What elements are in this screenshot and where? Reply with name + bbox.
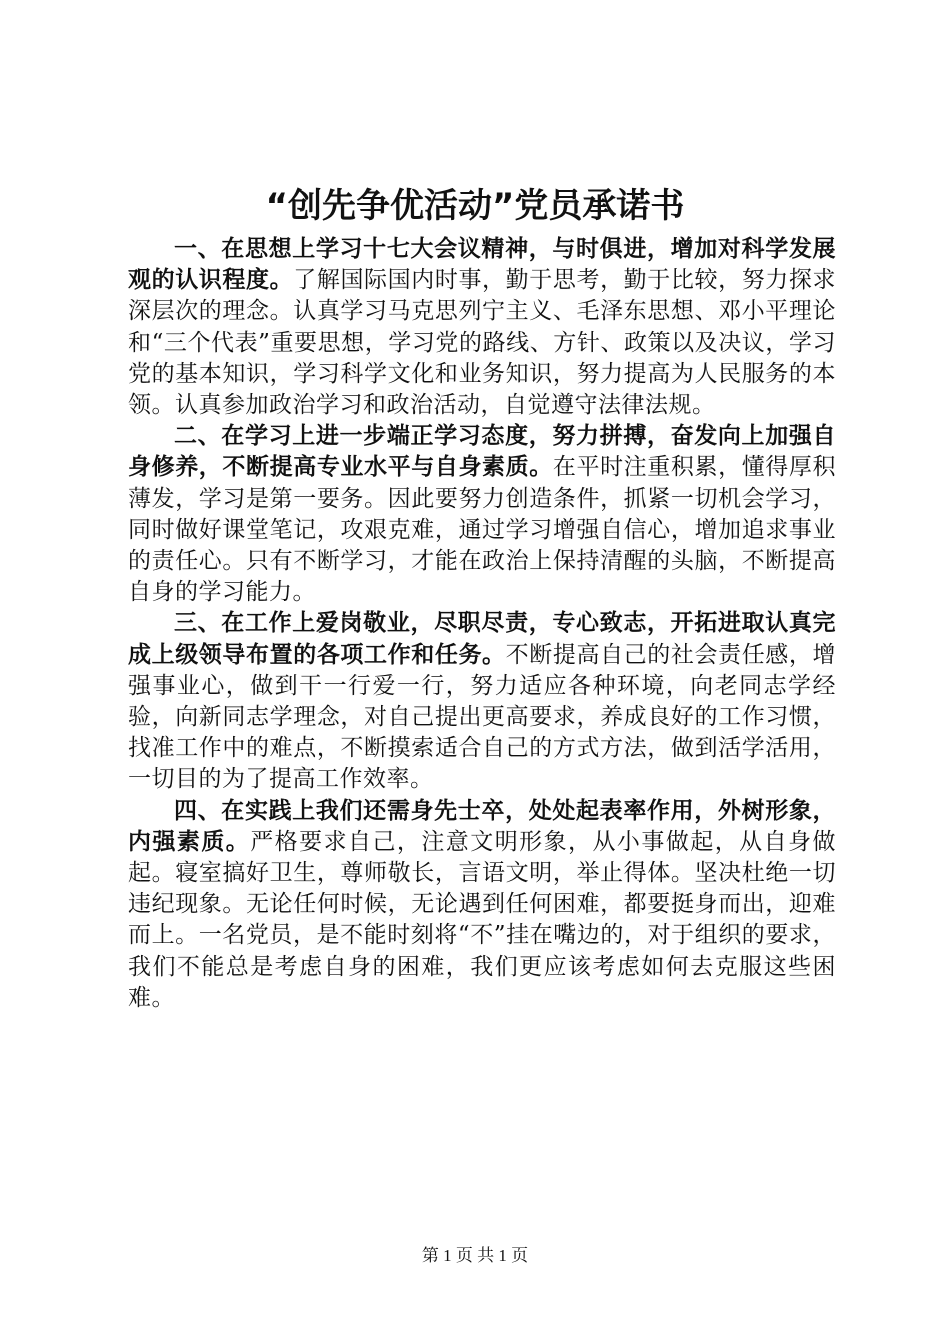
paragraph-3 [128, 608, 836, 795]
page-footer: 第 1 页 共 1 页 [421, 1246, 529, 1265]
paragraph-2-lead: 二、在学习上进一步端正学习态度，努力拼搏，奋发向上加强自身修养，不断提高专业水平与自身素质。 [128, 423, 836, 481]
document-title: “创先争优活动”党员承诺书 [265, 186, 685, 226]
paragraph-1-lead: 一、在思想上学习十七大会议精神，与时俱进，增加对科学发展观的认识程度。 [128, 236, 836, 294]
paragraph-4-text: 严格要求自己，注意文明形象，从小事做起，从自身做起。寝室搞好卫生，尊师敬长，言语文明，举止得体。坚决杜绝一切违纪现象。无论任何时候，无论遇到任何困难，都要挺身而出，迎难而上。一名党员，是不能时刻将“不”挂在嘴边的，对于组织的要求，我们不能总是考虑自身的困难，我们更应该考虑如何去克服这些困难。 [128, 828, 837, 1011]
paragraph-3-lead: 三、在工作上爱岗敬业，尽职尽责，专心致志，开拓进取认真完成上级领导布置的各项工作和任务。 [128, 610, 836, 668]
paragraph-1-text: 了解国际国内时事，勤于思考，勤于比较，努力探求深层次的理念。认真学习马克思列宁主义、毛泽东思想、邓小平理论和“三个代表”重要思想，学习党的路线、方针、政策以及决议，学习党的基本知识，学习科学文化和业务知识，努力提高为人民服务的本领。认真参加政治学习和政治活动，自觉遵守法律法规。 [128, 267, 837, 419]
paragraph-1 [128, 234, 836, 421]
paragraph-2-text: 在平时注重积累，懂得厚积薄发，学习是第一要务。因此要努力创造条件，抓紧一切机会学习，同时做好课堂笔记，攻艰克难，通过学习增强自信心，增加追求事业的责任心。只有不断学习，才能在政治上保持清醒的头脑，不断提高自身的学习能力。 [128, 454, 837, 606]
paragraph-2 [128, 421, 836, 608]
paragraph-3-text: 不断提高自己的社会责任感，增强事业心，做到干一行爱一行，努力适应各种环境，向老同志学经验，向新同志学理念，对自己提出更高要求，养成良好的工作习惯，找准工作中的难点，不断摸索适合自己的方式方法，做到活学活用，一切目的为了提高工作效率。 [128, 641, 837, 793]
paragraph-4 [128, 796, 836, 1014]
paragraph-4-lead: 四、在实践上我们还需身先士卒，处处起表率作用，外树形象，内强素质。 [128, 797, 836, 855]
document-body [128, 234, 836, 1014]
